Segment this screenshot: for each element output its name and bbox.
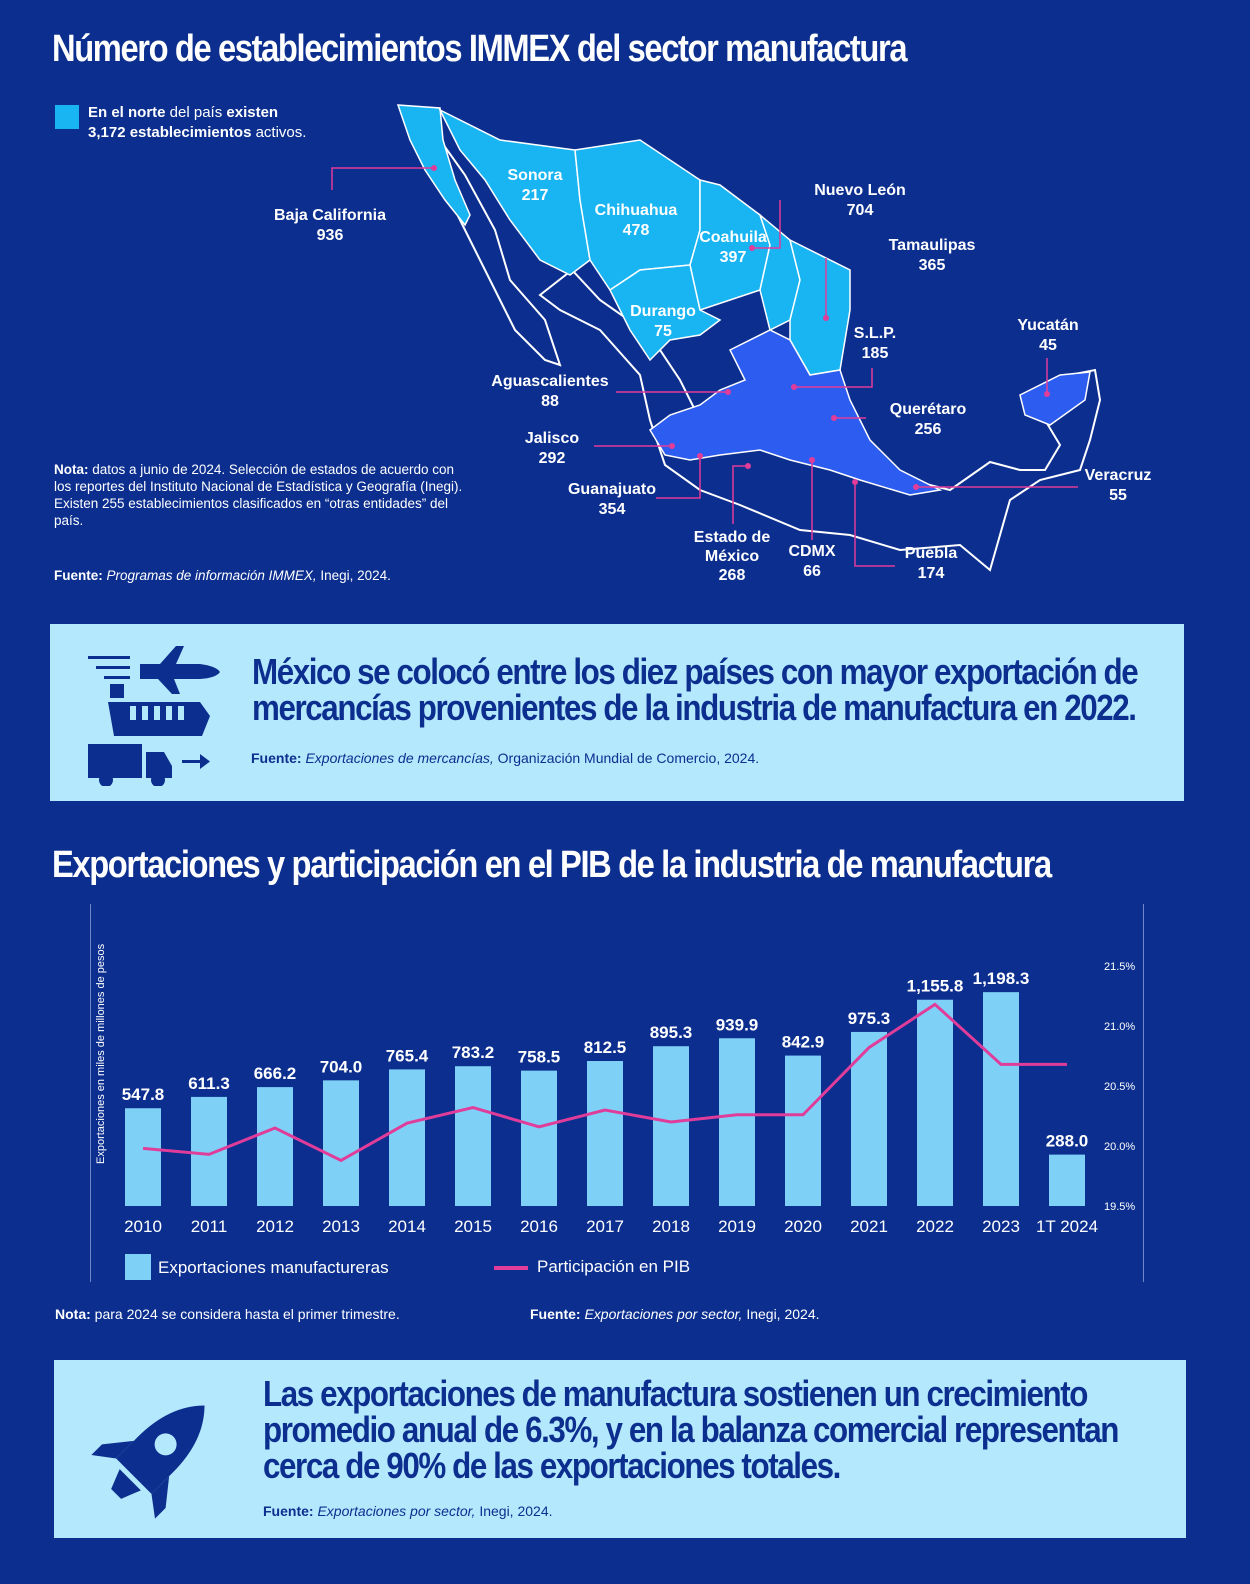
x-tick-label: 2015: [454, 1217, 492, 1236]
state-label-aguascalientes: Aguascalientes: [491, 373, 609, 390]
bar-value-label: 975.3: [847, 1008, 891, 1028]
x-tick-label: 2014: [388, 1217, 426, 1236]
x-tick-label: 2018: [652, 1217, 690, 1236]
bar: [125, 1108, 161, 1206]
y2-tick-label: 21.5%: [1104, 961, 1136, 973]
state-label-estado-de-2: México: [704, 548, 760, 565]
map-note: Nota: datos a junio de 2024. Selección de estados de acuerdo con los reportes del Instituto Nacional de Estadística y Geografía (Inegi). Existen 255 establecimientos clasificados en “otras entidades” del país.: [54, 462, 463, 528]
state-value-sonora: 217: [521, 187, 549, 204]
x-tick-label: 2016: [520, 1217, 558, 1236]
bar-value-label: 704.0: [319, 1057, 363, 1077]
x-tick-label: 2013: [322, 1217, 360, 1236]
x-tick-label: 2019: [718, 1217, 756, 1236]
state-label-jalisco: Jalisco: [524, 430, 580, 447]
state-value-nuevo-le-n: 704: [846, 202, 874, 219]
state-value-puebla: 174: [917, 565, 945, 582]
export-rank-source: Fuente: Exportaciones de mercancías, Organización Mundial de Comercio, 2024.: [251, 750, 760, 766]
chart-note: Nota: para 2024 se considera hasta el primer trimestre.: [55, 1306, 400, 1322]
bar: [917, 1000, 953, 1206]
x-tick-label: 1T 2024: [1035, 1217, 1099, 1236]
y2-tick-label: 21.0%: [1104, 1021, 1136, 1033]
export-rank-banner: [50, 624, 1184, 801]
airplane-icon: [88, 646, 220, 694]
state-value-aguascalientes: 88: [541, 393, 559, 410]
state-label-guanajuato: Guanajuato: [567, 481, 657, 498]
bar: [587, 1061, 623, 1206]
truck-icon: [88, 744, 210, 786]
bar-value-label: 939.9: [715, 1015, 759, 1035]
bar-value-label: 842.9: [781, 1032, 825, 1052]
y-axis-label: Exportaciones en miles de millones de pesos: [95, 943, 107, 1164]
x-tick-label: 2021: [850, 1217, 888, 1236]
state-label-yucat-n: Yucatán: [1017, 317, 1079, 334]
bar: [653, 1046, 689, 1206]
bar: [785, 1056, 821, 1206]
state-value-s-l-p-: 185: [861, 345, 889, 362]
state-label-s-l-p-: S.L.P.: [853, 325, 897, 342]
bar: [191, 1097, 227, 1206]
y2-tick-label: 20.5%: [1104, 1081, 1136, 1093]
bar-value-label: 666.2: [253, 1064, 297, 1084]
state-label-baja-california: Baja California: [273, 207, 387, 224]
legend-line-label: Participación en PIB: [537, 1257, 691, 1276]
growth-banner: [54, 1360, 1186, 1538]
state-label-durango: Durango: [630, 303, 696, 320]
state-value-durango: 75: [654, 323, 672, 340]
state-label-veracruz: Veracruz: [1084, 467, 1152, 484]
state-value-jalisco: 292: [538, 450, 566, 467]
state-label-nuevo-le-n: Nuevo León: [814, 182, 906, 199]
x-tick-label: 2012: [256, 1217, 294, 1236]
bar-value-label: 812.5: [583, 1038, 627, 1057]
x-tick-label: 2017: [586, 1217, 624, 1236]
exports-chart: [0, 904, 1250, 1304]
state-label-cdmx: CDMX: [788, 543, 836, 560]
x-tick-label: 2020: [784, 1217, 822, 1236]
growth-headline: Las exportaciones de manufactura sostienen un crecimiento promedio anual de 6.3%, y en la balanza comercial representan cerca de 90% de las exportaciones totales.: [263, 1373, 1119, 1486]
transport-icons: [88, 636, 228, 786]
state-value-quer-taro: 256: [914, 421, 942, 438]
bar-value-label: 895.3: [649, 1023, 693, 1043]
state-label-sonora: Sonora: [507, 167, 563, 184]
bar-value-label: 1,198.3: [972, 969, 1030, 989]
state-value-coahuila: 397: [719, 249, 747, 266]
bar: [455, 1066, 491, 1206]
state-label-tamaulipas: Tamaulipas: [888, 237, 976, 254]
state-label-puebla: Puebla: [904, 545, 958, 562]
x-tick-label: 2022: [916, 1217, 954, 1236]
state-label-estado-de: Estado de: [693, 529, 771, 546]
state-value-estado-de: 268: [718, 567, 746, 584]
ship-icon: [108, 684, 210, 736]
state-value-baja-california: 936: [316, 227, 344, 244]
bar: [983, 992, 1019, 1206]
y2-tick-label: 20.0%: [1104, 1141, 1136, 1153]
bar-value-label: 765.4: [385, 1046, 429, 1066]
state-value-yucat-n: 45: [1039, 337, 1057, 354]
bar-value-label: 288.0: [1045, 1131, 1089, 1151]
rocket-icon: [80, 1380, 230, 1530]
bar: [257, 1087, 293, 1206]
state-value-tamaulipas: 365: [918, 257, 946, 274]
x-tick-label: 2023: [982, 1217, 1020, 1236]
bar-value-label: 783.2: [451, 1043, 495, 1063]
legend-bar-label: Exportaciones manufactureras: [158, 1258, 389, 1277]
x-tick-label: 2011: [190, 1217, 228, 1236]
state-label-quer-taro: Querétaro: [889, 401, 967, 418]
y2-tick-label: 19.5%: [1104, 1201, 1136, 1213]
bar-value-label: 758.5: [517, 1047, 561, 1067]
bar-value-label: 547.8: [121, 1085, 165, 1105]
chart-source: Fuente: Exportaciones por sector, Inegi, 2024.: [530, 1306, 820, 1322]
state-value-guanajuato: 354: [598, 501, 626, 518]
bar: [851, 1032, 887, 1206]
legend-bar-swatch: [125, 1254, 151, 1280]
state-value-chihuahua: 478: [622, 222, 650, 239]
bar: [521, 1071, 557, 1206]
map-source: Fuente: Programas de información IMMEX, Inegi, 2024.: [54, 568, 391, 583]
legend-north-text: En el norte del país existen 3,172 establecimientos activos.: [88, 104, 307, 141]
chart-title: Exportaciones y participación en el PIB de la industria de manufactura: [52, 844, 1051, 886]
bar: [389, 1069, 425, 1206]
map-title: Número de establecimientos IMMEX del sector manufactura: [52, 28, 907, 70]
growth-source: Fuente: Exportaciones por sector, Inegi, 2024.: [263, 1503, 553, 1519]
bar: [1049, 1155, 1085, 1206]
bar-value-label: 611.3: [188, 1073, 230, 1093]
export-rank-headline: México se colocó entre los diez países con mayor exportación de mercancías provenientes de la industria de manufactura en 2022.: [252, 651, 1138, 728]
bar: [719, 1038, 755, 1206]
bar: [323, 1080, 359, 1206]
bar-value-label: 1,155.8: [906, 976, 964, 996]
x-tick-label: 2010: [124, 1217, 162, 1236]
state-label-coahuila: Coahuila: [699, 229, 767, 246]
state-value-veracruz: 55: [1109, 487, 1127, 504]
state-label-chihuahua: Chihuahua: [594, 202, 678, 219]
state-value-cdmx: 66: [803, 563, 821, 580]
